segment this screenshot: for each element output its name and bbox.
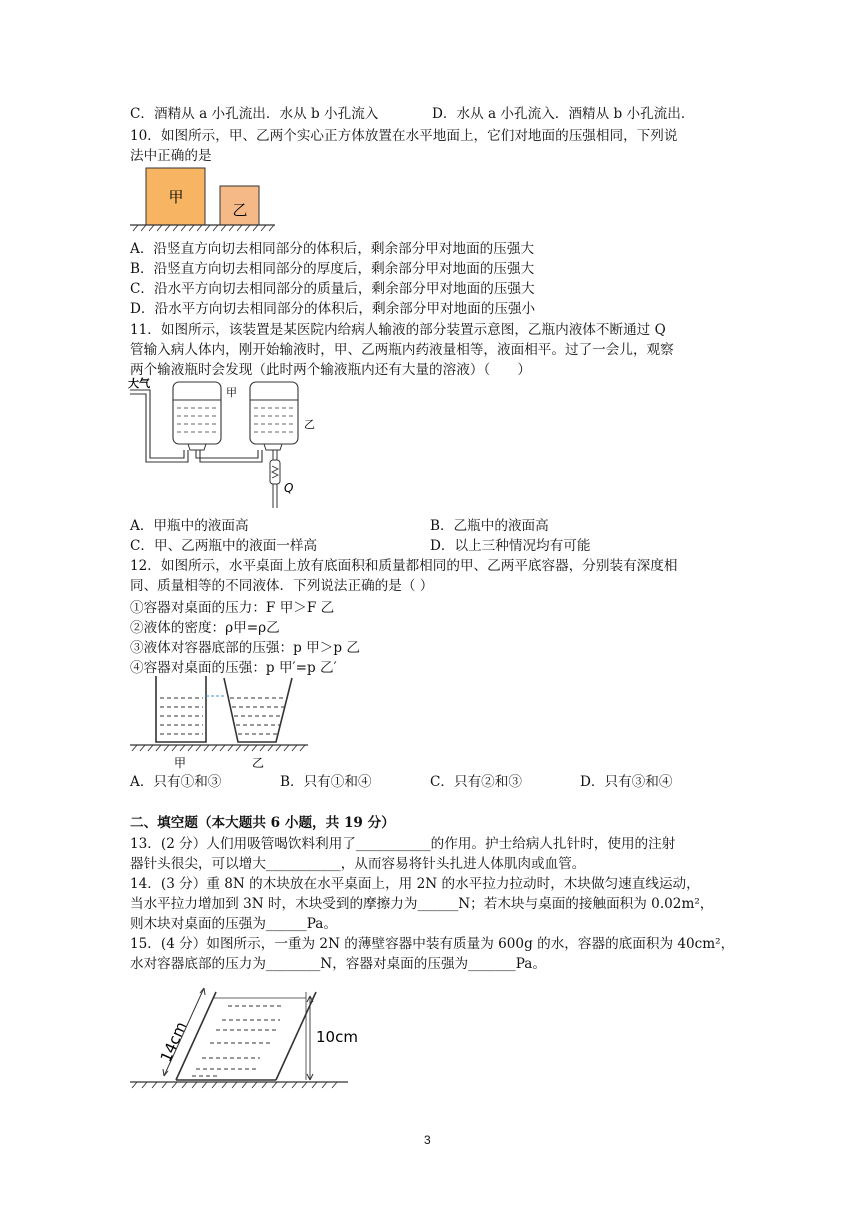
q10-stem-line2: 法中正确的是 — [130, 148, 212, 164]
q13-line2: 器针头很尖，可以增大___________，从而容易将针头扎进人体肌肉或血管。 — [130, 856, 586, 872]
q10-stem-line1: 10．如图所示，甲、乙两个实心正方体放置在水平地面上，它们对地面的压强相同，下列说 — [130, 128, 678, 144]
bottle-jia — [173, 382, 221, 444]
q11-option-d: D．以上三种情况均有可能 — [430, 538, 591, 554]
label-q: Q — [284, 481, 294, 495]
q10-option-b: B．沿竖直方向切去相同部分的厚度后，剩余部分甲对地面的压强大 — [130, 261, 535, 277]
label-jia: 甲 — [173, 756, 187, 770]
q12-statement-4: ④容器对桌面的压强：p 甲′=p 乙′ — [130, 660, 337, 676]
page-number: 3 — [424, 1133, 431, 1147]
q11-stem-line2: 管输入病人体内，刚开始输液时，甲、乙两瓶内药液量相等，液面相平。过了一会儿，观察 — [130, 342, 674, 358]
label-jia: 甲 — [168, 188, 184, 206]
q11-stem-line3: 两个输液瓶时会发现（此时两个输液瓶内还有大量的溶液）（ ） — [130, 362, 532, 378]
q12-option-c: C．只有②和③ — [430, 774, 522, 790]
q10-option-a: A．沿竖直方向切去相同部分的体积后，剩余部分甲对地面的压强大 — [130, 241, 535, 257]
q10-figure — [130, 165, 280, 235]
label-height: 10cm — [316, 1028, 358, 1046]
q12-option-b: B．只有①和④ — [280, 774, 372, 790]
q12-stem-line1: 12．如图所示，水平桌面上放有底面积和质量都相同的甲、乙两平底容器，分别装有深度相 — [130, 558, 678, 574]
label-atmosphere: 大气 — [128, 377, 150, 390]
q14-line2: 当水平拉力增加到 3N 时，木块受到的摩擦力为______N；若木块与桌面的接触面积为 0.02m²， — [130, 896, 714, 912]
q15-line2: 水对容器底部的压力为________N，容器对桌面的压强为_______Pa。 — [130, 956, 546, 972]
q9-option-d: D．水从 a 小孔流入．酒精从 b 小孔流出． — [432, 106, 695, 122]
label-jia: 甲 — [226, 386, 237, 399]
section-heading: 二、填空题（本大题共 6 小题，共 19 分） — [130, 815, 395, 831]
q12-option-d: D．只有③和④ — [580, 774, 673, 790]
q12-stem-line2: 同、质量相等的不同液体．下列说法正确的是（ ） — [130, 578, 434, 594]
q11-stem-line1: 11．如图所示，该装置是某医院内给病人输液的部分装置示意图，乙瓶内液体不断通过 Q — [130, 322, 666, 338]
q11-figure — [126, 376, 336, 512]
q9-option-c: C．酒精从 a 小孔流出．水从 b 小孔流入 — [130, 106, 379, 122]
q13-line1: 13．(2 分）人们用吸管喝饮料利用了___________的作用。护士给病人扎针时，使用的注射 — [130, 836, 676, 852]
q12-figure — [130, 676, 310, 770]
q12-statement-1: ①容器对桌面的压力：F 甲＞F 乙 — [130, 600, 335, 616]
q11-option-c: C．甲、乙两瓶中的液面一样高 — [130, 538, 318, 554]
q15-figure — [130, 978, 358, 1094]
q14-line1: 14．(3 分）重 8N 的木块放在水平桌面上，用 2N 的水平拉力拉动时，木块做匀速直线运动， — [130, 876, 700, 892]
bottle-yi — [250, 382, 298, 444]
label-yi: 乙 — [304, 418, 315, 431]
label-yi: 乙 — [232, 201, 248, 219]
label-slant-length: 14cm — [156, 1019, 191, 1065]
q11-option-a: A．甲瓶中的液面高 — [130, 518, 249, 534]
label-yi: 乙 — [251, 756, 265, 770]
q12-statement-3: ③液体对容器底部的压强：p 甲＞p 乙 — [130, 640, 360, 656]
container-yi — [224, 678, 292, 742]
q15-line1: 15．(4 分）如图所示，一重为 2N 的薄壁容器中装有质量为 600g 的水，容器的底面积为 40cm²， — [130, 936, 735, 952]
q12-option-a: A．只有①和③ — [130, 774, 222, 790]
q10-option-c: C．沿水平方向切去相同部分的质量后，剩余部分甲对地面的压强大 — [130, 281, 535, 297]
q14-line3: 则木块对桌面的压强为______Pa。 — [130, 916, 337, 932]
q10-option-d: D．沿水平方向切去相同部分的体积后，剩余部分甲对地面的压强小 — [130, 301, 536, 317]
q12-statement-2: ②液体的密度：ρ甲=ρ乙 — [130, 620, 280, 636]
container-jia — [156, 676, 206, 742]
q11-option-b: B．乙瓶中的液面高 — [430, 518, 549, 534]
